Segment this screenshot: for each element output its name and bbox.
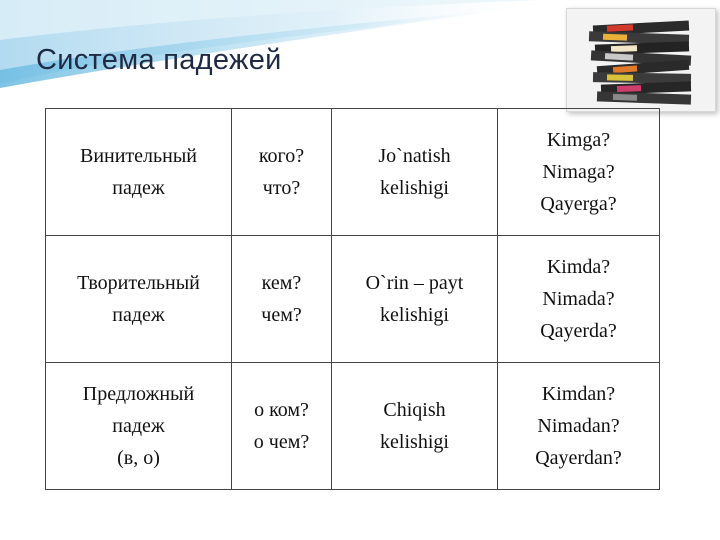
- page-title: Система падежей: [36, 44, 282, 76]
- russian-questions-cell: кем? чем?: [232, 236, 332, 363]
- russian-case-cell: Винительный падеж: [46, 109, 232, 236]
- uzbek-questions-cell: Kimdan? Nimadan? Qayerdan?: [498, 363, 660, 490]
- russian-case-cell: Предложный падеж (в, о): [46, 363, 232, 490]
- uzbek-questions-cell: Kimga? Nimaga? Qayerga?: [498, 109, 660, 236]
- russian-questions-cell: о ком? о чем?: [232, 363, 332, 490]
- floppy-disk-stack-icon: [566, 8, 716, 112]
- cases-table: [45, 108, 660, 490]
- russian-case-cell: Творительный падеж: [46, 236, 232, 363]
- uzbek-case-cell: Jo`natish kelishigi: [332, 109, 498, 236]
- table-row: [46, 363, 660, 490]
- uzbek-case-cell: O`rin – payt kelishigi: [332, 236, 498, 363]
- uzbek-questions-cell: Kimda? Nimada? Qayerda?: [498, 236, 660, 363]
- floppy-disk-stack-graphic: [589, 20, 691, 104]
- russian-questions-cell: кого? что?: [232, 109, 332, 236]
- table-row: [46, 109, 660, 236]
- table-row: [46, 236, 660, 363]
- uzbek-case-cell: Chiqish kelishigi: [332, 363, 498, 490]
